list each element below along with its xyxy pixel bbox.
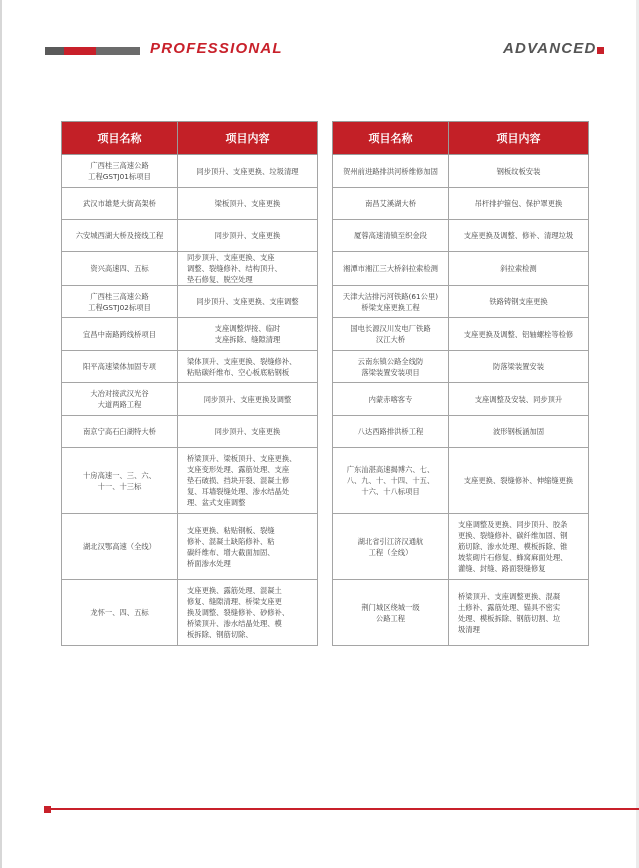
table-row	[333, 220, 589, 252]
project-name-cell: 贺州前进路排洪河桥维修加固	[333, 155, 449, 188]
project-name-cell: 厦蓉高速清镇至织金段	[333, 220, 449, 252]
table-row	[62, 188, 318, 220]
project-content-cell: 同步顶升、支座更换	[178, 220, 318, 252]
table-row	[333, 383, 589, 416]
column-header-project-name: 项目名称	[62, 122, 178, 155]
table-row	[333, 286, 589, 318]
project-content-cell: 支座更换、粘贴钢板、裂缝 修补、混凝土缺陷修补、粘 碳纤维布、增大截面加固、 桥面渗水处理	[178, 514, 318, 580]
project-content-cell: 支座更换、裂缝修补、伸缩缝更换	[449, 448, 589, 514]
project-content-cell: 桥梁顶升、梁板顶升、支座更换、 支座变形处理、露筋处理、支座 垫石破损、挡块开裂、混凝土修 复、耳墙裂缝处理、渗水结晶处 理、盆式支座调整	[178, 448, 318, 514]
header-square-marker	[597, 47, 604, 54]
header-title-left: PROFESSIONAL	[150, 40, 283, 57]
project-content-cell: 同步顶升、支座更换、支座调整	[178, 286, 318, 318]
project-content-cell: 支座更换、露筋处理、混凝土 修复、缝隙清理、桥梁支座更 换及调整、裂缝修补、砂修补、 桥梁顶升、渗水结晶处理、模 板拆除、钢筋切除、	[178, 580, 318, 646]
project-content-cell: 支座调整焊接、临时 支座拆除、缝隙清理	[178, 318, 318, 351]
column-header-project-content: 项目内容	[449, 122, 589, 155]
project-content-cell: 支座调整及更换、同步顶升、胶条 更换、裂缝修补、碳纤维加固、钢 筋切除、渗水处理、模板拆除、锥 坡浆砌片石修复、蜂窝麻面处理、 灌缝、封缝、路面裂缝修复	[449, 514, 589, 580]
project-name-cell: 内蒙赤喀客专	[333, 383, 449, 416]
project-name-cell: 大冶对接武汉光谷 大道两路工程	[62, 383, 178, 416]
page-edge	[0, 0, 2, 868]
header-title-right: ADVANCED	[503, 40, 597, 57]
project-name-cell: 广西桂三高速公路 工程GSTJ01标项目	[62, 155, 178, 188]
project-name-cell: 武汉市雄楚大街高架桥	[62, 188, 178, 220]
project-content-cell: 铁路铸钢支座更换	[449, 286, 589, 318]
project-content-cell: 吊杆排护箍包、保护罩更换	[449, 188, 589, 220]
header-accent-bar-gray	[96, 47, 140, 55]
project-name-cell: 湖北汉鄂高速（全线）	[62, 514, 178, 580]
footer-rule	[51, 808, 639, 810]
table-row	[62, 514, 318, 580]
project-name-cell: 云南东镇公路全线防 落梁装置安装项目	[333, 351, 449, 383]
footer-square-marker	[44, 806, 51, 813]
project-name-cell: 国电长源汉川发电厂铁路 汉江大桥	[333, 318, 449, 351]
table-row	[62, 252, 318, 286]
project-content-cell: 同步顶升、支座更换及调整	[178, 383, 318, 416]
right-project-table	[332, 121, 589, 646]
table-row	[333, 448, 589, 514]
project-name-cell: 湖北省引江济汉通航 工程（全线）	[333, 514, 449, 580]
project-content-cell: 同步顶升、支座更换	[178, 416, 318, 448]
project-name-cell: 湘潭市湘江三大桥斜拉索检测	[333, 252, 449, 286]
project-content-cell: 梁体顶升、支座更换、裂缝修补、 粘贴碳纤维布、空心板底粘钢板	[178, 351, 318, 383]
table-row	[62, 220, 318, 252]
left-project-table	[61, 121, 318, 646]
project-name-cell: 荆门城区绕城一级 公路工程	[333, 580, 449, 646]
table-row	[333, 580, 589, 646]
table-row	[333, 416, 589, 448]
table-row	[333, 155, 589, 188]
table-row	[62, 383, 318, 416]
table-row	[333, 351, 589, 383]
project-name-cell: 广东汕湛高速揭博六、七、 八、九、十、十四、十五、 十六、十八标项目	[333, 448, 449, 514]
table-row	[62, 286, 318, 318]
table-row	[62, 448, 318, 514]
project-content-cell: 斜拉索检测	[449, 252, 589, 286]
project-content-cell: 支座调整及安装、同步顶升	[449, 383, 589, 416]
project-name-cell: 南昌艾溪湖大桥	[333, 188, 449, 220]
table-row	[62, 351, 318, 383]
project-name-cell: 资兴高速四、五标	[62, 252, 178, 286]
column-header-project-name: 项目名称	[333, 122, 449, 155]
project-name-cell: 龙怀一、四、五标	[62, 580, 178, 646]
table-row	[333, 252, 589, 286]
project-name-cell: 阳平高速梁体加固专项	[62, 351, 178, 383]
project-content-cell: 波形钢板涵加固	[449, 416, 589, 448]
table-header-row	[333, 122, 589, 155]
project-name-cell: 宜昌中南路跨线桥项目	[62, 318, 178, 351]
project-content-cell: 防落梁装置安装	[449, 351, 589, 383]
project-name-cell: 南京宁高石臼湖特大桥	[62, 416, 178, 448]
project-name-cell: 八达西路排洪桥工程	[333, 416, 449, 448]
project-content-cell: 支座更换及调整、修补、清理垃圾	[449, 220, 589, 252]
project-content-cell: 同步顶升、支座更换、支座 调整、裂缝修补、结构顶升、 垫石修复、脱空处理	[178, 252, 318, 286]
project-content-cell: 梁板顶升、支座更换	[178, 188, 318, 220]
table-row	[62, 580, 318, 646]
project-content-cell: 支座更换及调整、铝轴螺栓等检修	[449, 318, 589, 351]
project-content-cell: 钢板纹板安装	[449, 155, 589, 188]
table-row	[62, 318, 318, 351]
header-accent-bar-red	[64, 47, 96, 55]
table-row	[62, 155, 318, 188]
table-header-row	[62, 122, 318, 155]
table-row	[333, 514, 589, 580]
project-name-cell: 六安城西湖大桥及接线工程	[62, 220, 178, 252]
project-name-cell: 十房高速一、三、六、 十一、十三标	[62, 448, 178, 514]
project-content-cell: 同步顶升、支座更换、垃圾清理	[178, 155, 318, 188]
table-row	[333, 188, 589, 220]
project-name-cell: 广西桂三高速公路 工程GSTJ02标项目	[62, 286, 178, 318]
project-content-cell: 桥梁顶升、支座调整更换、混凝 土修补、露筋处理、锚具不密实 处理、模板拆除、钢筋切割、垃 圾清理	[449, 580, 589, 646]
column-header-project-content: 项目内容	[178, 122, 318, 155]
table-row	[62, 416, 318, 448]
table-row	[333, 318, 589, 351]
project-name-cell: 天津大沽排污河铁路(61公里) 桥梁支座更换工程	[333, 286, 449, 318]
